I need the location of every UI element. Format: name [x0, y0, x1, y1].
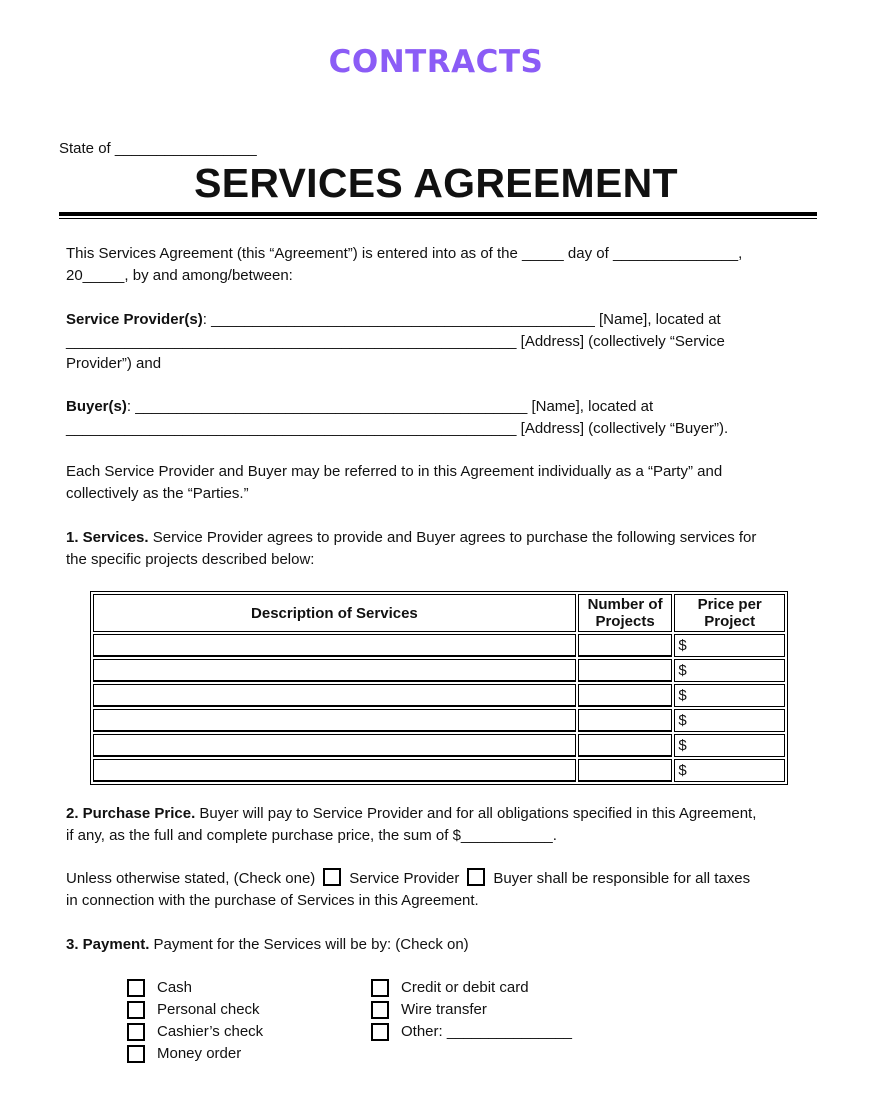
- service-provider-name-blank[interactable]: : ______________________________________________ [Name], located at: [202, 311, 721, 328]
- services-table: [90, 591, 788, 785]
- cashiers-check-checkbox[interactable]: [127, 1023, 145, 1041]
- section-2-text: Buyer will pay to Service Provider and for all obligations specified in this Agreement,: [195, 805, 757, 822]
- description-cell[interactable]: [93, 709, 576, 732]
- personal-check-checkbox[interactable]: [127, 1001, 145, 1019]
- wire-transfer-checkbox[interactable]: [371, 1001, 389, 1019]
- description-cell[interactable]: [93, 684, 576, 707]
- service-provider-address-blank[interactable]: ______________________________________________________ [Address] (collectively “Service: [66, 333, 725, 350]
- taxes-prefix: Unless otherwise stated, (Check one): [66, 870, 316, 887]
- description-cell[interactable]: [93, 759, 576, 782]
- service-provider-taxes-label: Service Provider: [349, 870, 460, 887]
- taxes-paragraph: [66, 868, 806, 912]
- section-2-heading: 2. Purchase Price.: [66, 805, 196, 822]
- table-row: [93, 659, 785, 682]
- document-title: SERVICES AGREEMENT: [194, 160, 678, 206]
- services-table-header: [93, 594, 785, 632]
- column-header-number-of-projects: [578, 594, 673, 632]
- price-cell[interactable]: $: [674, 634, 785, 657]
- section-1-text: Service Provider agrees to provide and Buyer agrees to purchase the following services for: [148, 529, 757, 546]
- title-rule-thin: [59, 218, 817, 219]
- parties-line-1: Each Service Provider and Buyer may be referred to in this Agreement individually as a “Party” and: [66, 463, 723, 480]
- service-provider-paragraph: [66, 309, 806, 375]
- number-of-projects-cell[interactable]: [578, 634, 673, 657]
- buyer-label: Buyer(s): [66, 398, 127, 415]
- price-cell[interactable]: $: [674, 709, 785, 732]
- payment-option-other[interactable]: [371, 1021, 572, 1043]
- buyer-name-blank[interactable]: : _______________________________________________ [Name], located at: [126, 398, 654, 415]
- table-row: [93, 759, 785, 782]
- number-of-projects-cell[interactable]: [578, 659, 673, 682]
- payment-options-right: [371, 977, 572, 1043]
- number-of-projects-cell[interactable]: [578, 759, 673, 782]
- description-cell[interactable]: [93, 734, 576, 757]
- number-of-projects-cell[interactable]: [578, 684, 673, 707]
- column-header-description: Description of Services: [93, 594, 576, 632]
- number-of-projects-cell[interactable]: [578, 709, 673, 732]
- payment-option-credit-debit-card[interactable]: [371, 977, 572, 999]
- table-row: [93, 709, 785, 732]
- column-header-number-line-1: Number of: [587, 596, 663, 613]
- personal-check-label: Personal check: [157, 1001, 260, 1018]
- money-order-checkbox[interactable]: [127, 1045, 145, 1063]
- description-cell[interactable]: [93, 634, 576, 657]
- section-1-services: [66, 527, 806, 571]
- payment-options-left: [127, 977, 263, 1065]
- payment-option-personal-check[interactable]: [127, 999, 263, 1021]
- taxes-line-2: in connection with the purchase of Services in this Agreement.: [66, 892, 479, 909]
- price-cell[interactable]: $: [674, 734, 785, 757]
- column-header-price-line-2: Project: [704, 613, 756, 630]
- service-provider-label: Service Provider(s): [66, 311, 203, 328]
- section-1-heading: 1. Services.: [66, 529, 149, 546]
- cash-checkbox[interactable]: [127, 979, 145, 997]
- intro-paragraph: [66, 243, 806, 287]
- cash-label: Cash: [157, 979, 193, 996]
- purchase-price-blank[interactable]: if any, as the full and complete purchase price, the sum of $___________.: [66, 827, 557, 844]
- price-cell[interactable]: $: [674, 684, 785, 707]
- parties-paragraph: [66, 461, 806, 505]
- service-provider-taxes-checkbox[interactable]: [323, 868, 341, 886]
- section-3-heading: 3. Payment.: [66, 936, 150, 953]
- section-3-payment: [66, 934, 806, 956]
- other-checkbox[interactable]: [371, 1023, 389, 1041]
- service-provider-line-3: Provider”) and: [66, 355, 162, 372]
- money-order-label: Money order: [157, 1045, 242, 1062]
- column-header-price-per-project: [674, 594, 785, 632]
- credit-debit-card-label: Credit or debit card: [401, 979, 529, 996]
- contracts-banner: CONTRACTS: [328, 44, 544, 80]
- number-of-projects-cell[interactable]: [578, 734, 673, 757]
- table-row: [93, 734, 785, 757]
- other-label[interactable]: Other: _______________: [401, 1023, 572, 1040]
- description-cell[interactable]: [93, 659, 576, 682]
- price-cell[interactable]: $: [674, 659, 785, 682]
- table-row: [93, 684, 785, 707]
- section-2-purchase-price: [66, 803, 806, 847]
- table-row: [93, 634, 785, 657]
- section-1-line-2: the specific projects described below:: [66, 551, 315, 568]
- payment-option-wire-transfer[interactable]: [371, 999, 572, 1021]
- parties-line-2: collectively as the “Parties.”: [66, 485, 249, 502]
- price-cell[interactable]: $: [674, 759, 785, 782]
- buyer-taxes-checkbox[interactable]: [467, 868, 485, 886]
- payment-option-money-order[interactable]: [127, 1043, 263, 1065]
- buyer-taxes-label: Buyer shall be responsible for all taxes: [493, 870, 751, 887]
- title-rule-thick: [59, 212, 817, 216]
- payment-option-cashiers-check[interactable]: [127, 1021, 263, 1043]
- intro-line-2: 20_____, by and among/between:: [66, 267, 293, 284]
- cashiers-check-label: Cashier’s check: [157, 1023, 264, 1040]
- wire-transfer-label: Wire transfer: [401, 1001, 487, 1018]
- buyer-paragraph: [66, 396, 806, 440]
- payment-option-cash[interactable]: [127, 977, 263, 999]
- column-header-price-line-1: Price per: [697, 596, 762, 613]
- buyer-address-blank[interactable]: ______________________________________________________ [Address] (collectively “Buyer”).: [66, 420, 729, 437]
- state-line: State of _________________: [59, 140, 257, 157]
- credit-debit-card-checkbox[interactable]: [371, 979, 389, 997]
- intro-line-1: This Services Agreement (this “Agreement”) is entered into as of the _____ day of _______________,: [66, 245, 743, 262]
- column-header-number-line-2: Projects: [595, 613, 655, 630]
- section-3-text: Payment for the Services will be by: (Check on): [149, 936, 469, 953]
